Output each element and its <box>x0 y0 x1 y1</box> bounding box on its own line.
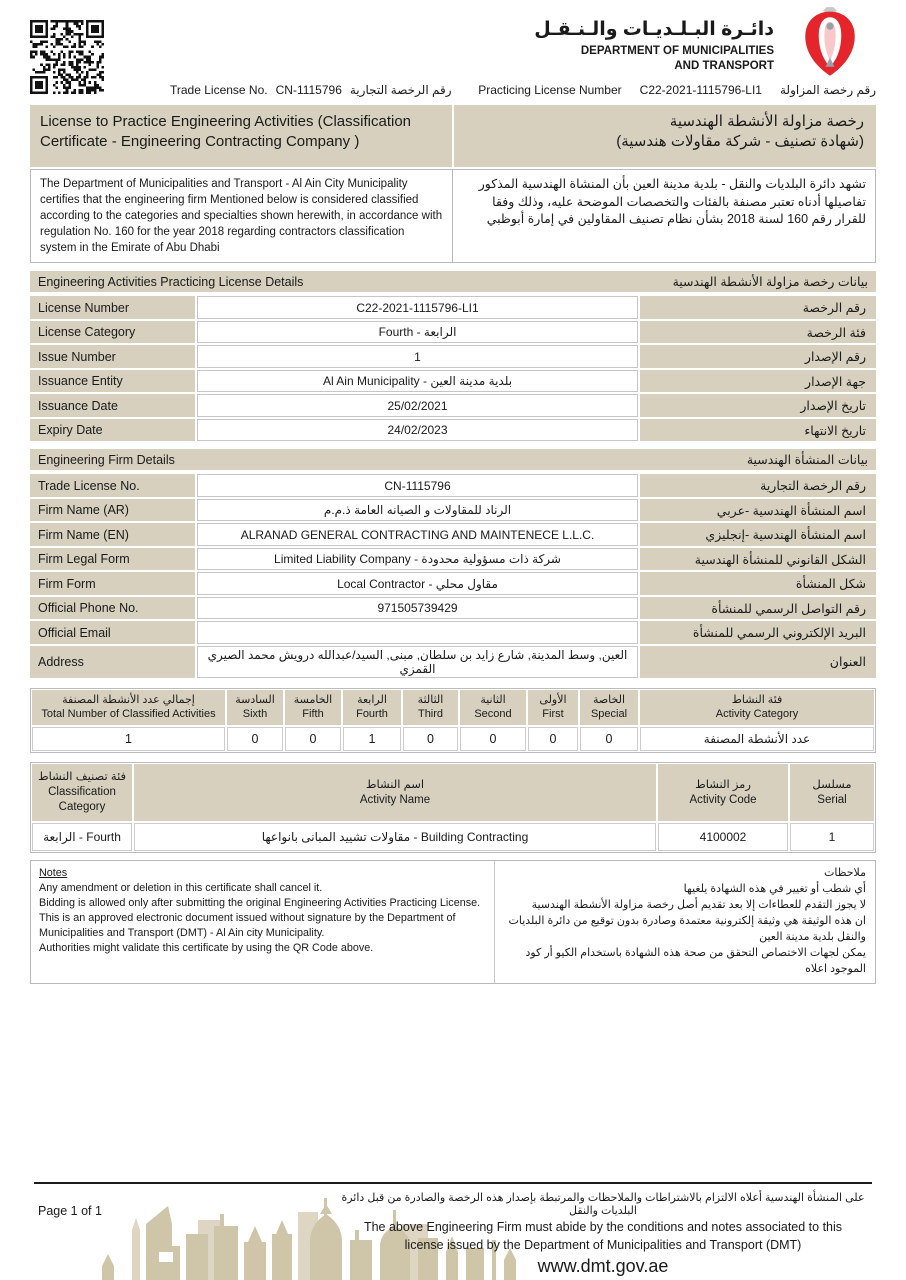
document-footer <box>30 1182 876 1280</box>
row-value: 25/02/2021 <box>197 394 638 417</box>
row-label-en: License Category <box>30 321 195 344</box>
dmt-website: www.dmt.gov.ae <box>537 1256 669 1276</box>
row-label-ar: البريد الإلكتروني الرسمي للمنشأة <box>640 621 876 644</box>
notes-title-ar: ملاحظات <box>823 867 866 880</box>
table-row <box>30 345 876 368</box>
row-label-en: Firm Name (AR) <box>30 499 195 522</box>
department-name <box>534 6 774 74</box>
classification-summary-table <box>30 688 876 754</box>
license-details-header <box>30 271 876 292</box>
activity-table <box>30 762 876 853</box>
row-label-en: Address <box>30 646 195 678</box>
row-value: 1 <box>197 345 638 368</box>
document-header <box>30 0 876 105</box>
table-row <box>30 370 876 393</box>
table-row <box>30 321 876 344</box>
row-label-ar: اسم المنشأة الهندسية -عربي <box>640 499 876 522</box>
column-header: فئة النشاط Activity Category <box>640 690 874 726</box>
row-label-ar: العنوان <box>640 646 876 678</box>
count-fifth: 0 <box>285 727 341 751</box>
column-header: الثانية Second <box>460 690 526 726</box>
notes-arabic <box>495 861 875 983</box>
row-value: Al Ain Municipality - بلدية مدينة العين <box>197 370 638 393</box>
row-label-ar: الشكل القانوني للمنشأة الهندسية <box>640 548 876 571</box>
department-name-english: DEPARTMENT OF MUNICIPALITIES AND TRANSPORT <box>580 45 774 72</box>
activity-category: الرابعة - Fourth <box>32 823 132 851</box>
column-header-activity-name: اسم النشاط Activity Name <box>134 764 656 821</box>
row-label-en: Official Email <box>30 621 195 644</box>
license-numbers-line <box>30 83 876 97</box>
footer-divider <box>34 1182 872 1184</box>
firm-details-header <box>30 449 876 470</box>
column-header: الرابعة Fourth <box>343 690 401 726</box>
row-value: العين, وسط المدينة, شارع زايد بن سلطان, مبنى, السيد/عبدالله درويش محمد الصيري القمزي <box>197 646 638 678</box>
column-header-serial: مسلسل Serial <box>790 764 874 821</box>
note-line: This is an approved electronic document issued without signature by the Department of Municipalities and Transport (DMT) - Al Ain city Municipality. <box>39 911 456 939</box>
row-value: Limited Liability Company - شركة ذات مسؤولية محدودة <box>197 548 638 571</box>
activity-name: مقاولات تشييد المبانى بانواعها - Building Contracting <box>134 823 656 851</box>
certification-paragraph <box>30 169 876 263</box>
activity-serial: 1 <box>790 823 874 851</box>
firm-details-table <box>30 474 876 678</box>
row-value: Fourth - الرابعة <box>197 321 638 344</box>
column-header: الأولى First <box>528 690 578 726</box>
trade-license-group <box>170 83 452 97</box>
trade-license-label-ar: رقم الرخصة التجارية <box>349 83 452 97</box>
activity-row <box>32 823 874 851</box>
trade-license-label-en: Trade License No. <box>170 83 268 97</box>
table-row <box>30 646 876 678</box>
certification-arabic: تشهد دائرة البلديات والنقل - بلدية مدينة العين بأن المنشاة الهندسية المذكور تفاصيلها أدناه تعتبر مصنفة بالفئات والتخصصات الموضحة عليه، وذلك وفقا للقرار رقم 160 لسنة 2018 بشأن نظام تصنيف المقاولين في إمارة أبوظبي <box>478 177 866 226</box>
row-label-ar: عدد الأنشطة المصنفة <box>640 727 874 751</box>
row-label-ar: رقم التواصل الرسمي للمنشأة <box>640 597 876 620</box>
row-label-ar: رقم الإصدار <box>640 345 876 368</box>
row-value: ALRANAD GENERAL CONTRACTING AND MAINTENECE L.L.C. <box>197 523 638 546</box>
table-row <box>30 419 876 442</box>
row-label-en: Issuance Entity <box>30 370 195 393</box>
row-label-ar: اسم المنشأة الهندسية -إنجليزي <box>640 523 876 546</box>
row-label-en: Firm Legal Form <box>30 548 195 571</box>
note-line: يمكن لجهات الاختصاص التحقق من صحة هذه الشهادة باستخدام الكيو أر كود الموجود اعلاه <box>525 946 866 975</box>
footer-statement-ar: على المنشأة الهندسية أعلاه الالتزام بالاشتراطات والملاحظات والمرتبطة بإصدار هذه الرخصة والصادرة من قبل دائرة البلديات والنقل <box>341 1192 865 1217</box>
table-row <box>30 621 876 644</box>
column-header: إجمالي عدد الأنشطة المصنفة Total Number of Classified Activities <box>32 690 225 726</box>
firm-details-header-en: Engineering Firm Details <box>38 452 175 467</box>
note-line: Authorities might validate this certificate by using the QR Code above. <box>39 941 374 954</box>
column-header: الخامسة Fifth <box>285 690 341 726</box>
count-fourth: 1 <box>343 727 401 751</box>
row-label-ar: تاريخ الانتهاء <box>640 419 876 442</box>
classification-summary-row <box>32 727 874 751</box>
activity-table-head <box>32 764 874 821</box>
row-label-ar: فئة الرخصة <box>640 321 876 344</box>
table-row <box>30 394 876 417</box>
notes-section <box>30 860 876 984</box>
practicing-license-group <box>478 83 876 97</box>
row-label-ar: تاريخ الإصدار <box>640 394 876 417</box>
note-line: Bidding is allowed only after submitting the original Engineering Activities Practicing License. <box>39 897 481 910</box>
row-label-en: License Number <box>30 296 195 319</box>
activity-code: 4100002 <box>658 823 788 851</box>
row-label-en: Expiry Date <box>30 419 195 442</box>
practicing-license-value: C22-2021-1115796-LI1 <box>639 83 762 97</box>
footer-statement <box>330 1191 876 1277</box>
title-block <box>30 105 876 167</box>
column-header-classification-category: فئة تصنيف النشاط Classification Category <box>32 764 132 821</box>
row-label-en: Firm Name (EN) <box>30 523 195 546</box>
practicing-license-label-en: Practicing License Number <box>478 83 622 97</box>
footer-statement-en: The above Engineering Firm must abide by the conditions and notes associated to this license issued by the Department of Municipalities and Transport (DMT) <box>363 1220 843 1252</box>
row-value: CN-1115796 <box>197 474 638 497</box>
count-special: 0 <box>580 727 638 751</box>
firm-details-header-ar: بيانات المنشأة الهندسية <box>746 453 868 468</box>
row-label-en: Firm Form <box>30 572 195 595</box>
count-third: 0 <box>403 727 458 751</box>
row-label-ar: رقم الرخصة <box>640 296 876 319</box>
table-row <box>30 499 876 522</box>
department-name-arabic: دائـرة البـلـديـات والـنـقـل <box>534 19 774 40</box>
count-first: 0 <box>528 727 578 751</box>
row-label-en: Trade License No. <box>30 474 195 497</box>
row-value: Local Contractor - مقاول محلي <box>197 572 638 595</box>
column-header: الثالثة Third <box>403 690 458 726</box>
count-sixth: 0 <box>227 727 283 751</box>
table-row <box>30 474 876 497</box>
table-row <box>30 523 876 546</box>
license-details-table <box>30 296 876 441</box>
title-english: License to Practice Engineering Activities (Classification Certificate - Engineering Contracting Company ) <box>30 105 452 167</box>
classification-summary-head <box>32 690 874 726</box>
note-line: Any amendment or deletion in this certificate shall cancel it. <box>39 882 323 895</box>
row-label-ar: شكل المنشأة <box>640 572 876 595</box>
table-row <box>30 296 876 319</box>
count-second: 0 <box>460 727 526 751</box>
column-header: السادسة Sixth <box>227 690 283 726</box>
table-row <box>30 548 876 571</box>
table-row <box>30 572 876 595</box>
row-label-ar: رقم الرخصة التجارية <box>640 474 876 497</box>
row-value: الرناد للمقاولات و الصيانه العامة ذ.م.م <box>197 499 638 522</box>
table-row <box>30 597 876 620</box>
row-label-en: Issue Number <box>30 345 195 368</box>
row-value: 24/02/2023 <box>197 419 638 442</box>
count-total: 1 <box>32 727 225 751</box>
row-label-en: Issuance Date <box>30 394 195 417</box>
abu-dhabi-falcon-emblem-icon <box>784 6 876 78</box>
column-header-activity-code: رمز النشاط Activity Code <box>658 764 788 821</box>
row-value <box>197 621 638 644</box>
column-header: الخاصة Special <box>580 690 638 726</box>
note-line: أي شطب أو تغيير في هذه الشهادة يلغيها <box>683 883 866 896</box>
page-number: Page 1 of 1 <box>38 1204 102 1218</box>
row-label-en: Official Phone No. <box>30 597 195 620</box>
row-value: C22-2021-1115796-LI1 <box>197 296 638 319</box>
certification-english: The Department of Municipalities and Transport - Al Ain City Municipality certifies that the engineering firm Mentioned below is considered classified according to the categories and specialties shown herewith, in accordance with regulation No. 160 for the year 2018 regarding contractors classification system in the Emirate of Abu Dhabi <box>31 170 453 262</box>
row-value: 971505739429 <box>197 597 638 620</box>
practicing-license-label-ar: رقم رخصة المزاولة <box>779 83 876 97</box>
license-details-header-en: Engineering Activities Practicing License Details <box>38 274 304 289</box>
trade-license-value: CN-1115796 <box>275 83 342 97</box>
notes-english <box>31 861 495 983</box>
note-line: لا يجوز التقدم للعطاءات إلا بعد تقديم أصل رخصة مزاولة الأنشطة الهندسية <box>531 899 866 912</box>
department-brand <box>534 6 876 78</box>
license-details-header-ar: بيانات رخصة مزاولة الأنشطة الهندسية <box>672 275 868 290</box>
note-line: ان هذه الوثيقة هي وثيقة إلكترونية معتمدة وصادرة بدون توقيع من دائرة البلديات والنقل بلدية مدينة العين <box>508 915 866 944</box>
title-arabic: رخصة مزاولة الأنشطة الهندسية (شهادة تصنيف - شركة مقاولات هندسية) <box>454 105 876 167</box>
row-label-ar: جهة الإصدار <box>640 370 876 393</box>
notes-title-en: Notes <box>39 867 68 880</box>
